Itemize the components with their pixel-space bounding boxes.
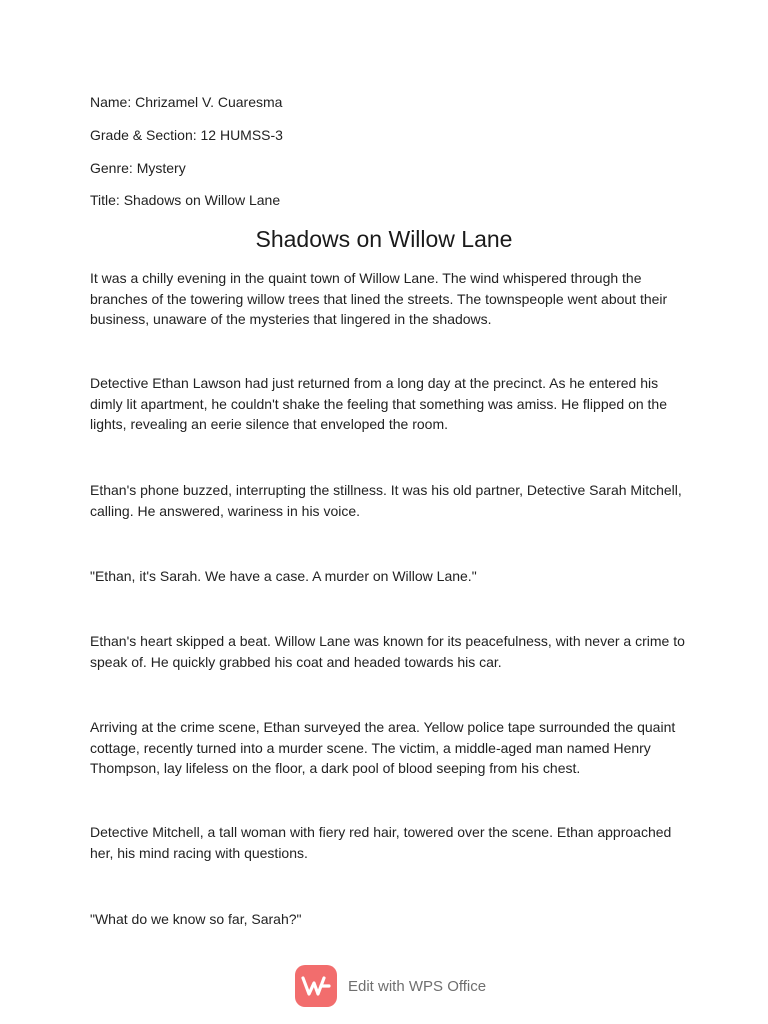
paragraph-3: Ethan's phone buzzed, interrupting the stillness. It was his old partner, Detective Sarah Mitchell, calling. He answered, wariness in his voice. [90,482,682,519]
grade-section: Grade & Section: 12 HUMSS-3 [90,127,283,143]
genre: Genre: Mystery [90,160,186,176]
paragraph-7: Detective Mitchell, a tall woman with fiery red hair, towered over the scene. Ethan approached her, his mind racing with questions. [90,824,672,861]
paragraph-8: "What do we know so far, Sarah?" [90,911,302,927]
paragraph-4: "Ethan, it's Sarah. We have a case. A murder on Willow Lane." [90,568,477,584]
paragraph-6: Arriving at the crime scene, Ethan surveyed the area. Yellow police tape surrounded the quaint cottage, recently turned into a murder scene. The victim, a middle-aged man named Henry Thompson, lay lifeless on the floor, a dark pool of blood seeping from his chest. [90,719,676,776]
wps-edit-label[interactable]: Edit with WPS Office [348,977,487,995]
paragraph-2: Detective Ethan Lawson had just returned from a long day at the precinct. As he entered his dimly lit apartment, he couldn't shake the feeling that something was amiss. He flipped on the lights, revealing an eerie silence that enveloped the room. [90,375,667,432]
wps-edit-footer[interactable] [295,964,486,1008]
paragraph-5: Ethan's heart skipped a beat. Willow Lane was known for its peacefulness, with never a crime to speak of. He quickly grabbed his coat and headed towards his car. [90,633,685,670]
title-line: Title: Shadows on Willow Lane [90,192,281,208]
wps-office-logo-icon [295,965,337,1007]
student-name: Name: Chrizamel V. Cuaresma [90,94,283,110]
paragraph-1: It was a chilly evening in the quaint town of Willow Lane. The wind whispered through the branches of the towering willow trees that lined the streets. The townspeople went about their business, unaware of the mysteries that lingered in the shadows. [90,270,668,327]
story-title: Shadows on Willow Lane [255,226,513,252]
